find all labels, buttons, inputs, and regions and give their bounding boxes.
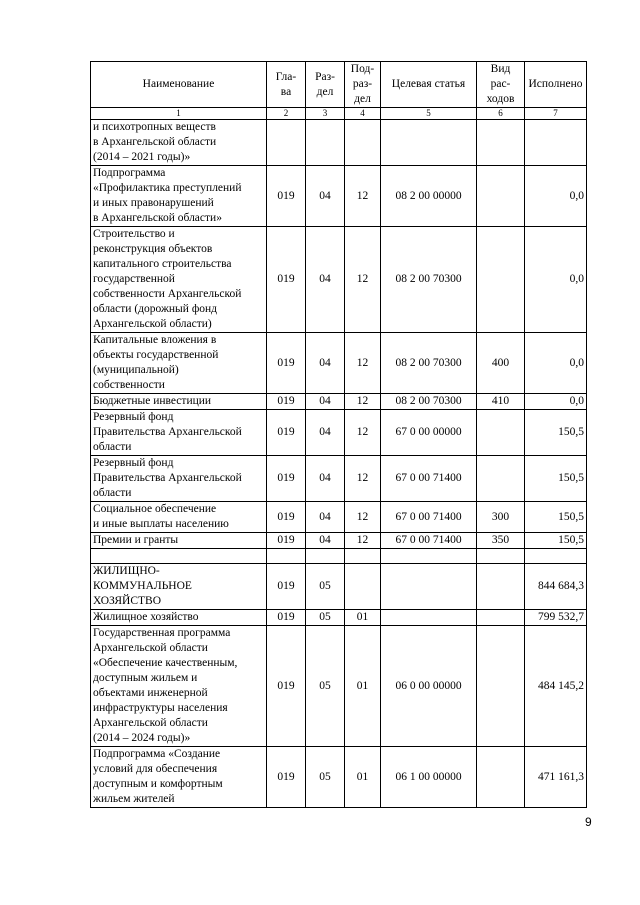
row-amount-cell: 0,0 [525, 333, 587, 394]
row-statya-cell [381, 120, 477, 166]
table-row [91, 610, 587, 626]
row-amount-cell: 150,5 [525, 456, 587, 502]
table-row [91, 166, 587, 227]
row-statya-cell: 08 2 00 70300 [381, 394, 477, 410]
row-name-cell: Резервный фонд Правительства Архангельской области [91, 456, 267, 502]
row-name-cell: Жилищное хозяйство [91, 610, 267, 626]
row-podrazdel-cell: 12 [345, 533, 381, 549]
row-vid-cell [477, 166, 525, 227]
row-amount-cell [525, 549, 587, 564]
row-amount-cell: 150,5 [525, 533, 587, 549]
column-number: 4 [345, 108, 381, 120]
table-row [91, 549, 587, 564]
row-podrazdel-cell: 01 [345, 747, 381, 808]
table-row [91, 564, 587, 610]
table-row [91, 626, 587, 747]
column-number: 7 [525, 108, 587, 120]
row-amount-cell: 0,0 [525, 227, 587, 333]
table-row [91, 227, 587, 333]
row-statya-cell: 08 2 00 70300 [381, 227, 477, 333]
row-vid-cell: 300 [477, 502, 525, 533]
row-vid-cell [477, 227, 525, 333]
row-name-cell: Бюджетные инвестиции [91, 394, 267, 410]
header-vid: Вид рас- ходов [477, 62, 525, 108]
row-amount-cell: 484 145,2 [525, 626, 587, 747]
row-glava-cell: 019 [267, 410, 306, 456]
row-razdel-cell: 04 [306, 456, 345, 502]
row-statya-cell [381, 549, 477, 564]
row-razdel-cell: 05 [306, 610, 345, 626]
row-vid-cell: 350 [477, 533, 525, 549]
row-glava-cell: 019 [267, 333, 306, 394]
row-podrazdel-cell: 01 [345, 610, 381, 626]
row-podrazdel-cell: 12 [345, 410, 381, 456]
row-podrazdel-cell: 12 [345, 227, 381, 333]
table-row [91, 120, 587, 166]
row-glava-cell [267, 549, 306, 564]
row-statya-cell: 08 2 00 70300 [381, 333, 477, 394]
table-row [91, 456, 587, 502]
row-name-cell: Государственная программа Архангельской области «Обеспечение качественным, доступным жильем и объектами инженерной инфраструктуры населения Архангельской области (2014 – 2024 годы)» [91, 626, 267, 747]
row-razdel-cell: 04 [306, 333, 345, 394]
row-podrazdel-cell: 12 [345, 166, 381, 227]
table-row [91, 333, 587, 394]
row-glava-cell: 019 [267, 394, 306, 410]
row-amount-cell: 799 532,7 [525, 610, 587, 626]
row-podrazdel-cell [345, 564, 381, 610]
row-amount-cell [525, 120, 587, 166]
row-razdel-cell: 04 [306, 410, 345, 456]
row-razdel-cell [306, 549, 345, 564]
row-statya-cell: 06 0 00 00000 [381, 626, 477, 747]
column-number: 3 [306, 108, 345, 120]
row-name-cell: Подпрограмма «Создание условий для обеспечения доступным и комфортным жильем жителей [91, 747, 267, 808]
budget-table [90, 61, 587, 808]
row-statya-cell: 67 0 00 71400 [381, 456, 477, 502]
row-amount-cell: 471 161,3 [525, 747, 587, 808]
row-name-cell: Подпрограмма «Профилактика преступлений и иных правонарушений в Архангельской области» [91, 166, 267, 227]
column-number: 6 [477, 108, 525, 120]
row-vid-cell: 400 [477, 333, 525, 394]
row-amount-cell: 844 684,3 [525, 564, 587, 610]
row-glava-cell: 019 [267, 456, 306, 502]
row-razdel-cell: 04 [306, 227, 345, 333]
row-podrazdel-cell: 12 [345, 394, 381, 410]
header-podrazdel: Под- раз- дел [345, 62, 381, 108]
row-podrazdel-cell: 01 [345, 626, 381, 747]
row-razdel-cell: 05 [306, 564, 345, 610]
row-amount-cell: 150,5 [525, 410, 587, 456]
page-number: 9 [585, 815, 592, 829]
column-number: 5 [381, 108, 477, 120]
row-glava-cell: 019 [267, 610, 306, 626]
row-podrazdel-cell: 12 [345, 502, 381, 533]
row-vid-cell [477, 120, 525, 166]
table-row [91, 394, 587, 410]
row-vid-cell [477, 564, 525, 610]
row-glava-cell: 019 [267, 533, 306, 549]
column-number: 1 [91, 108, 267, 120]
header-razdel: Раз- дел [306, 62, 345, 108]
row-razdel-cell: 04 [306, 166, 345, 227]
header-row [91, 62, 587, 108]
row-amount-cell: 150,5 [525, 502, 587, 533]
row-razdel-cell: 04 [306, 502, 345, 533]
header-glava: Гла- ва [267, 62, 306, 108]
row-vid-cell [477, 410, 525, 456]
row-glava-cell: 019 [267, 166, 306, 227]
row-statya-cell: 67 0 00 00000 [381, 410, 477, 456]
row-glava-cell: 019 [267, 747, 306, 808]
column-number: 2 [267, 108, 306, 120]
row-razdel-cell [306, 120, 345, 166]
header-statya: Целевая статья [381, 62, 477, 108]
header-amount: Исполнено [525, 62, 587, 108]
row-glava-cell: 019 [267, 564, 306, 610]
row-name-cell: Премии и гранты [91, 533, 267, 549]
table-row [91, 747, 587, 808]
row-vid-cell: 410 [477, 394, 525, 410]
row-glava-cell: 019 [267, 227, 306, 333]
row-vid-cell [477, 626, 525, 747]
row-podrazdel-cell [345, 120, 381, 166]
row-razdel-cell: 05 [306, 747, 345, 808]
row-razdel-cell: 04 [306, 394, 345, 410]
table-row [91, 502, 587, 533]
row-vid-cell [477, 456, 525, 502]
row-statya-cell: 67 0 00 71400 [381, 502, 477, 533]
row-statya-cell [381, 610, 477, 626]
row-amount-cell: 0,0 [525, 394, 587, 410]
row-name-cell: Социальное обеспечение и иные выплаты населению [91, 502, 267, 533]
row-podrazdel-cell: 12 [345, 456, 381, 502]
row-name-cell: Строительство и реконструкция объектов капитального строительства государственной собственности Архангельской области (дорожный фонд Архангельской области) [91, 227, 267, 333]
row-vid-cell [477, 747, 525, 808]
row-statya-cell: 08 2 00 00000 [381, 166, 477, 227]
row-vid-cell [477, 549, 525, 564]
row-statya-cell: 06 1 00 00000 [381, 747, 477, 808]
row-name-cell: и психотропных веществ в Архангельской области (2014 – 2021 годы)» [91, 120, 267, 166]
row-glava-cell: 019 [267, 502, 306, 533]
row-podrazdel-cell: 12 [345, 333, 381, 394]
row-amount-cell: 0,0 [525, 166, 587, 227]
row-name-cell: Капитальные вложения в объекты государственной (муниципальной) собственности [91, 333, 267, 394]
table-row [91, 410, 587, 456]
row-glava-cell [267, 120, 306, 166]
row-razdel-cell: 05 [306, 626, 345, 747]
row-vid-cell [477, 610, 525, 626]
table-body [91, 120, 587, 808]
row-podrazdel-cell [345, 549, 381, 564]
row-statya-cell: 67 0 00 71400 [381, 533, 477, 549]
row-razdel-cell: 04 [306, 533, 345, 549]
table-row [91, 533, 587, 549]
header-name: Наименование [91, 62, 267, 108]
column-number-row [91, 108, 587, 120]
row-name-cell: Резервный фонд Правительства Архангельской области [91, 410, 267, 456]
row-name-cell [91, 549, 267, 564]
row-glava-cell: 019 [267, 626, 306, 747]
row-statya-cell [381, 564, 477, 610]
row-name-cell: ЖИЛИЩНО- КОММУНАЛЬНОЕ ХОЗЯЙСТВО [91, 564, 267, 610]
